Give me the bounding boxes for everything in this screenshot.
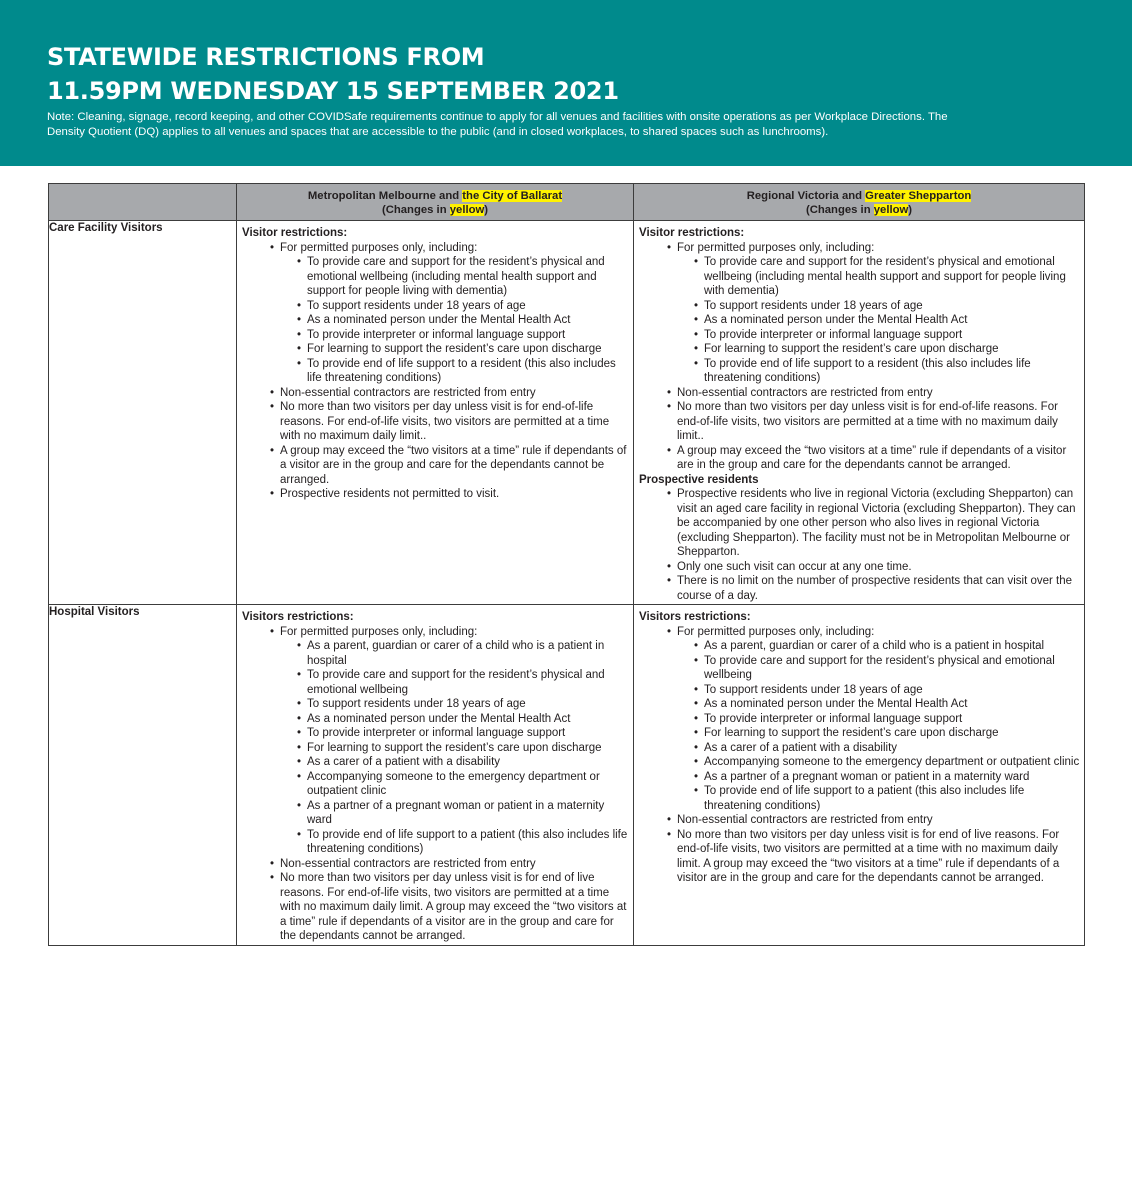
highlight-text: yellow bbox=[449, 204, 485, 216]
list-item-text: For permitted purposes only, including: bbox=[280, 241, 478, 254]
bullet-list bbox=[242, 241, 629, 502]
highlight-text: the City of Ballarat bbox=[462, 190, 563, 202]
sub-bullet-list bbox=[677, 255, 1080, 386]
sub-list-item: • To provide end of life support to a patient (this also includes life threatening conditions) bbox=[704, 784, 1080, 813]
row-hospital-visitors bbox=[49, 605, 1085, 946]
row-label: Care Facility Visitors bbox=[49, 221, 237, 605]
row-care-facility-visitors bbox=[49, 221, 1085, 605]
sub-list-item: • For learning to support the resident’s care upon discharge bbox=[704, 342, 1080, 357]
list-item bbox=[280, 386, 629, 401]
list-item bbox=[677, 813, 1080, 828]
list-item-text: Non-essential contractors are restricted from entry bbox=[280, 386, 536, 399]
sub-bullet-list bbox=[280, 255, 629, 386]
sub-list-item: • As a partner of a pregnant woman or patient in a maternity ward bbox=[307, 799, 629, 828]
list-item-text: For permitted purposes only, including: bbox=[677, 625, 875, 638]
highlight-text: yellow bbox=[873, 204, 909, 216]
list-item bbox=[677, 560, 1080, 575]
sub-list-item: • As a partner of a pregnant woman or patient in a maternity ward bbox=[704, 770, 1080, 785]
sub-list-item: • To provide interpreter or informal language support bbox=[704, 328, 1080, 343]
list-item-text: No more than two visitors per day unless visit is for end-of-life reasons. For end-of-life visits, two visitors are permitted at a time with no maximum daily limit.. bbox=[280, 401, 610, 442]
highlight-text: Greater Shepparton bbox=[865, 190, 972, 202]
list-item bbox=[280, 625, 629, 857]
sub-list-item: • To support residents under 18 years of age bbox=[307, 299, 629, 314]
list-item-text: A group may exceed the “two visitors at a time” rule if dependants of a visitor are in the group and care for the dependants cannot be arranged. bbox=[280, 444, 627, 486]
section-heading: Visitor restrictions: bbox=[242, 227, 348, 239]
title-banner bbox=[0, 0, 1132, 166]
list-item-text: Prospective residents not permitted to visit. bbox=[280, 488, 500, 500]
sub-list-item: • As a nominated person under the Mental Health Act bbox=[307, 313, 629, 328]
list-item-text: There is no limit on the number of prospective residents that can visit over the course of a day. bbox=[677, 575, 1073, 602]
sub-list-item: • To provide end of life support to a patient (this also includes life threatening conditions) bbox=[307, 828, 629, 857]
sub-list-item: • Accompanying someone to the emergency department or outpatient clinic bbox=[307, 770, 629, 799]
list-item bbox=[280, 487, 629, 502]
sub-list-item: • To support residents under 18 years of age bbox=[704, 683, 1080, 698]
sub-list-item: • Accompanying someone to the emergency department or outpatient clinic bbox=[704, 755, 1080, 770]
list-item-text: No more than two visitors per day unless visit is for end of live reasons. For end-of-life visits, two visitors are permitted at a time with no maximum daily limit. A group may exceed the “two visitors at a time” rule if dependants of a visitor are in the group and care for the dependants cannot be arranged. bbox=[280, 872, 627, 942]
list-item bbox=[280, 444, 629, 488]
list-item bbox=[677, 574, 1080, 603]
bullet-list bbox=[639, 625, 1080, 886]
sub-list-item: • To support residents under 18 years of age bbox=[307, 697, 629, 712]
sub-list-item: • To provide end of life support to a resident (this also includes life threatening conditions) bbox=[704, 357, 1080, 386]
sub-list-item: • To provide interpreter or informal language support bbox=[307, 328, 629, 343]
sub-list-item: • To provide care and support for the resident’s physical and emotional wellbeing bbox=[704, 654, 1080, 683]
header-metro-melbourne: Metropolitan Melbourne and the City of Ballarat (Changes in yellow) bbox=[237, 184, 634, 221]
list-item-text: A group may exceed the “two visitors at a time” rule if dependants of a visitor are in the group and care for the dependants cannot be arranged. bbox=[677, 444, 1067, 471]
bullet-list bbox=[639, 487, 1080, 603]
title-line-2: 11.59PM WEDNESDAY 15 SEPTEMBER 2021 bbox=[47, 77, 619, 105]
cell-regional bbox=[634, 221, 1085, 605]
section-heading: Visitors restrictions: bbox=[639, 611, 751, 623]
title-line-1: STATEWIDE RESTRICTIONS FROM bbox=[47, 43, 485, 71]
banner-note: Note: Cleaning, signage, record keeping, and other COVIDSafe requirements continue to apply for all venues and facilities with onsite operations as per Workplace Directions. The Density Quotient (DQ) applies to all venues and spaces that are accessible to the public (and in closed workplaces, to shared spaces such as lunchrooms). bbox=[47, 111, 948, 138]
sub-list-item: • To provide care and support for the resident’s physical and emotional wellbeing (including mental health support and support for people living with dementia) bbox=[704, 255, 1080, 299]
list-item-text: Non-essential contractors are restricted from entry bbox=[677, 814, 933, 826]
sub-list-item: • To provide interpreter or informal language support bbox=[307, 726, 629, 741]
list-item-text: Non-essential contractors are restricted from entry bbox=[280, 857, 536, 870]
list-item bbox=[280, 241, 629, 386]
list-item bbox=[677, 241, 1080, 386]
list-item bbox=[677, 828, 1080, 886]
row-label: Hospital Visitors bbox=[49, 605, 237, 946]
sub-list-item: • To provide end of life support to a resident (this also includes life threatening conditions) bbox=[307, 357, 629, 386]
list-item bbox=[677, 625, 1080, 814]
list-item-text: Only one such visit can occur at any one time. bbox=[677, 560, 912, 573]
header-regional-victoria: Regional Victoria and Greater Shepparton (Changes in yellow) bbox=[634, 184, 1085, 221]
sub-list-item: • As a carer of a patient with a disability bbox=[704, 741, 1080, 756]
list-item bbox=[677, 400, 1080, 444]
sub-bullet-list bbox=[280, 639, 629, 857]
list-item bbox=[280, 857, 629, 872]
restrictions-table bbox=[48, 183, 1085, 946]
sub-list-item: • To provide interpreter or informal language support bbox=[704, 712, 1080, 727]
bullet-list bbox=[242, 625, 629, 944]
list-item bbox=[280, 871, 629, 944]
sub-list-item: • To provide care and support for the resident’s physical and emotional wellbeing (including mental health support and support for people living with dementia) bbox=[307, 255, 629, 299]
sub-list-item: • For learning to support the resident’s care upon discharge bbox=[704, 726, 1080, 741]
sub-bullet-list bbox=[677, 639, 1080, 813]
section-heading: Visitors restrictions: bbox=[242, 611, 354, 623]
list-item-text: No more than two visitors per day unless visit is for end of live reasons. For end-of-life visits, two visitors are permitted at a time with no maximum daily limit. A group may exceed the “two visitors at a time” rule if dependants of a visitor are in the group and care for the dependants cannot be arranged. bbox=[677, 828, 1060, 884]
section-heading: Visitor restrictions: bbox=[639, 227, 745, 239]
sub-list-item: • To provide care and support for the resident’s physical and emotional wellbeing bbox=[307, 668, 629, 697]
sub-list-item: • To support residents under 18 years of age bbox=[704, 299, 1080, 314]
list-item-text: Non-essential contractors are restricted from entry bbox=[677, 386, 933, 399]
list-item bbox=[677, 487, 1080, 560]
cell-metro bbox=[237, 605, 634, 946]
sub-list-item: • As a nominated person under the Mental Health Act bbox=[704, 697, 1080, 712]
bullet-list bbox=[639, 241, 1080, 473]
list-item bbox=[280, 400, 629, 444]
sub-list-item: • As a parent, guardian or carer of a child who is a patient in hospital bbox=[704, 639, 1080, 654]
header-blank-cell bbox=[49, 184, 237, 221]
sub-list-item: • For learning to support the resident’s care upon discharge bbox=[307, 741, 629, 756]
list-item bbox=[677, 444, 1080, 473]
list-item bbox=[677, 386, 1080, 401]
list-item-text: For permitted purposes only, including: bbox=[677, 241, 875, 254]
cell-regional bbox=[634, 605, 1085, 946]
cell-metro bbox=[237, 221, 634, 605]
sub-list-item: • For learning to support the resident’s care upon discharge bbox=[307, 342, 629, 357]
table-header-row bbox=[49, 184, 1085, 221]
sub-list-item: • As a parent, guardian or carer of a child who is a patient in hospital bbox=[307, 639, 629, 668]
sub-list-item: • As a carer of a patient with a disability bbox=[307, 755, 629, 770]
sub-list-item: • As a nominated person under the Mental Health Act bbox=[307, 712, 629, 727]
page-title bbox=[47, 40, 619, 108]
sub-list-item: • As a nominated person under the Mental Health Act bbox=[704, 313, 1080, 328]
list-item-text: For permitted purposes only, including: bbox=[280, 625, 478, 638]
list-item-text: Prospective residents who live in regional Victoria (excluding Shepparton) can visit an aged care facility in regional Victoria (excluding Shepparton). They can be accompanied by one other person who also lives in regional Victoria (excluding Shepparton). The facility must not be in Metropolitan Melbourne or Shepparton. bbox=[677, 488, 1076, 558]
list-item-text: No more than two visitors per day unless visit is for end-of-life reasons. For end-of-life visits, two visitors are permitted at a time with no maximum daily limit.. bbox=[677, 401, 1058, 442]
section-heading: Prospective residents bbox=[639, 473, 759, 486]
